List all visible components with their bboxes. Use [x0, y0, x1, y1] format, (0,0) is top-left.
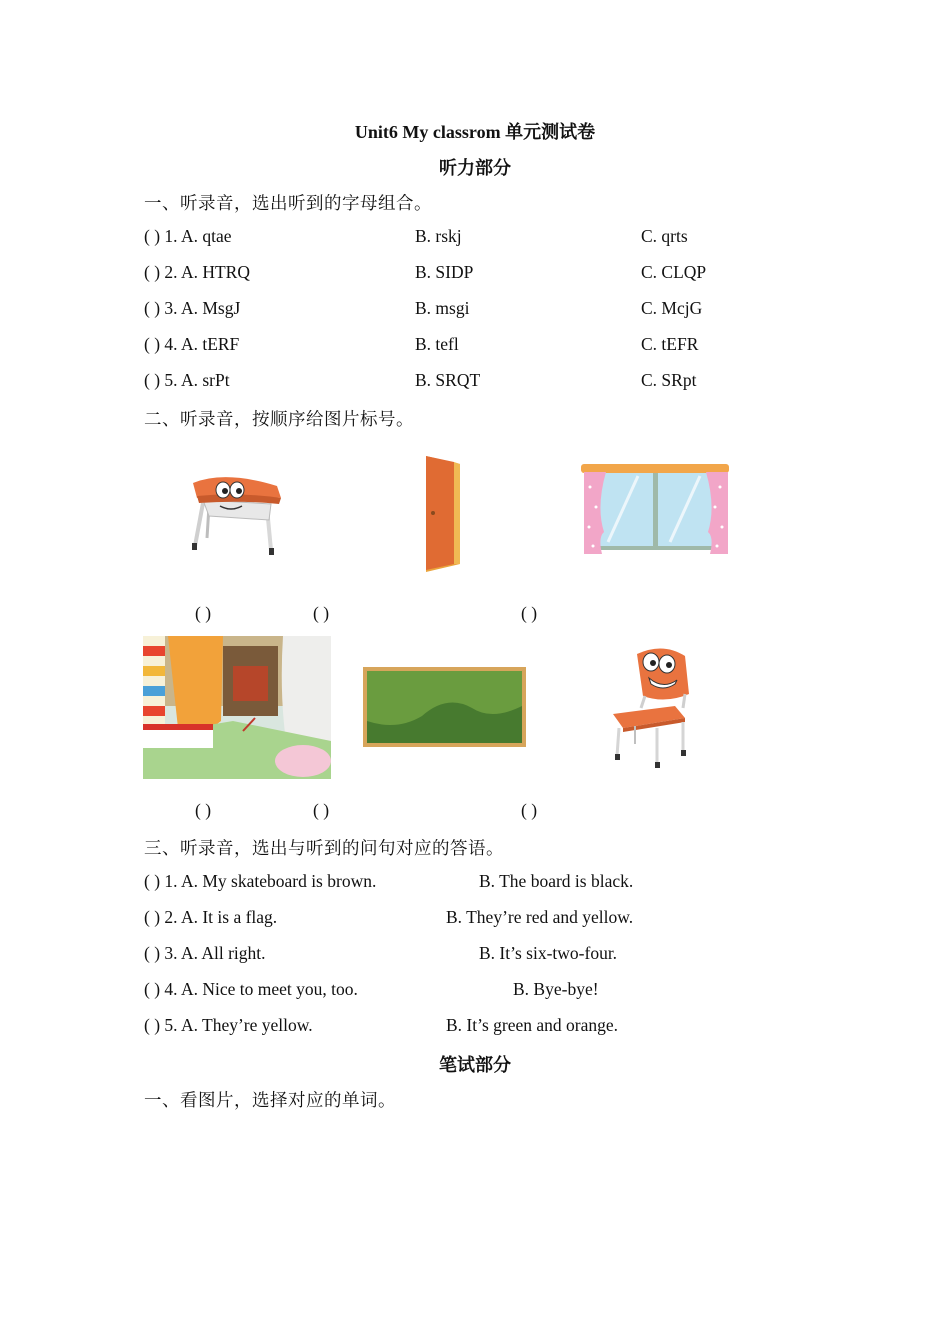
writing-heading: 笔试部分 — [439, 1055, 511, 1075]
part1-q2-c: C. CLQP — [641, 262, 707, 282]
part3-q2-a: ( ) 2. A. It is a flag. — [144, 907, 278, 927]
part1-q1-c: C. qrts — [641, 226, 688, 246]
chair-picture — [605, 644, 700, 769]
part3-q5-b: B. It’s green and orange. — [446, 1015, 619, 1035]
blank-blackboard[interactable]: ( ) — [313, 800, 330, 820]
part1-q5-b: B. SRQT — [415, 370, 481, 390]
part1-q3-a: ( ) 3. A. MsgJ — [144, 298, 241, 318]
blackboard-picture — [362, 666, 527, 748]
part1-instruction: 一、听录音，选出听到的字母组合。 — [144, 193, 432, 213]
blank-classroom[interactable]: ( ) — [195, 800, 212, 820]
part1-q3-b: B. msgi — [415, 298, 470, 318]
part3-q4-b: B. Bye-bye! — [513, 979, 599, 999]
part1-q4-c: C. tEFR — [641, 334, 699, 354]
window-picture — [578, 462, 733, 562]
part3-q1-a: ( ) 1. A. My skateboard is brown. — [144, 871, 377, 891]
part1-q5-a: ( ) 5. A. srPt — [144, 370, 230, 390]
desk-picture — [185, 468, 290, 563]
part1-q5-c: C. SRpt — [641, 370, 697, 390]
part1-q1-a: ( ) 1. A. qtae — [144, 226, 232, 246]
part1-q2-a: ( ) 2. A. HTRQ — [144, 262, 250, 282]
blank-desk[interactable]: ( ) — [195, 603, 212, 623]
blank-window[interactable]: ( ) — [521, 603, 538, 623]
written-instruction: 一、看图片，选择对应的单词。 — [144, 1090, 396, 1110]
part1-q3-c: C. McjG — [641, 298, 703, 318]
part3-q2-b: B. They’re red and yellow. — [446, 907, 634, 927]
part1-q2-b: B. SIDP — [415, 262, 474, 282]
blank-chair[interactable]: ( ) — [521, 800, 538, 820]
page-title: Unit6 My classrom 单元测试卷 — [354, 122, 596, 142]
part1-q4-b: B. tefl — [415, 334, 459, 354]
part3-q3-b: B. It’s six-two-four. — [479, 943, 618, 963]
part1-q4-a: ( ) 4. A. tERF — [144, 334, 240, 354]
part3-q5-a: ( ) 5. A. They’re yellow. — [144, 1015, 313, 1035]
classroom-picture — [143, 636, 331, 779]
listening-heading: 听力部分 — [439, 158, 511, 178]
part3-q1-b: B. The board is black. — [479, 871, 634, 891]
part2-instruction: 二、听录音，按顺序给图片标号。 — [144, 409, 414, 429]
part3-q3-a: ( ) 3. A. All right. — [144, 943, 266, 963]
part3-instruction: 三、听录音，选出与听到的问句对应的答语。 — [144, 838, 504, 858]
door-picture — [420, 452, 468, 574]
part3-q4-a: ( ) 4. A. Nice to meet you, too. — [144, 979, 358, 999]
part1-q1-b: B. rskj — [415, 226, 462, 246]
blank-door[interactable]: ( ) — [313, 603, 330, 623]
